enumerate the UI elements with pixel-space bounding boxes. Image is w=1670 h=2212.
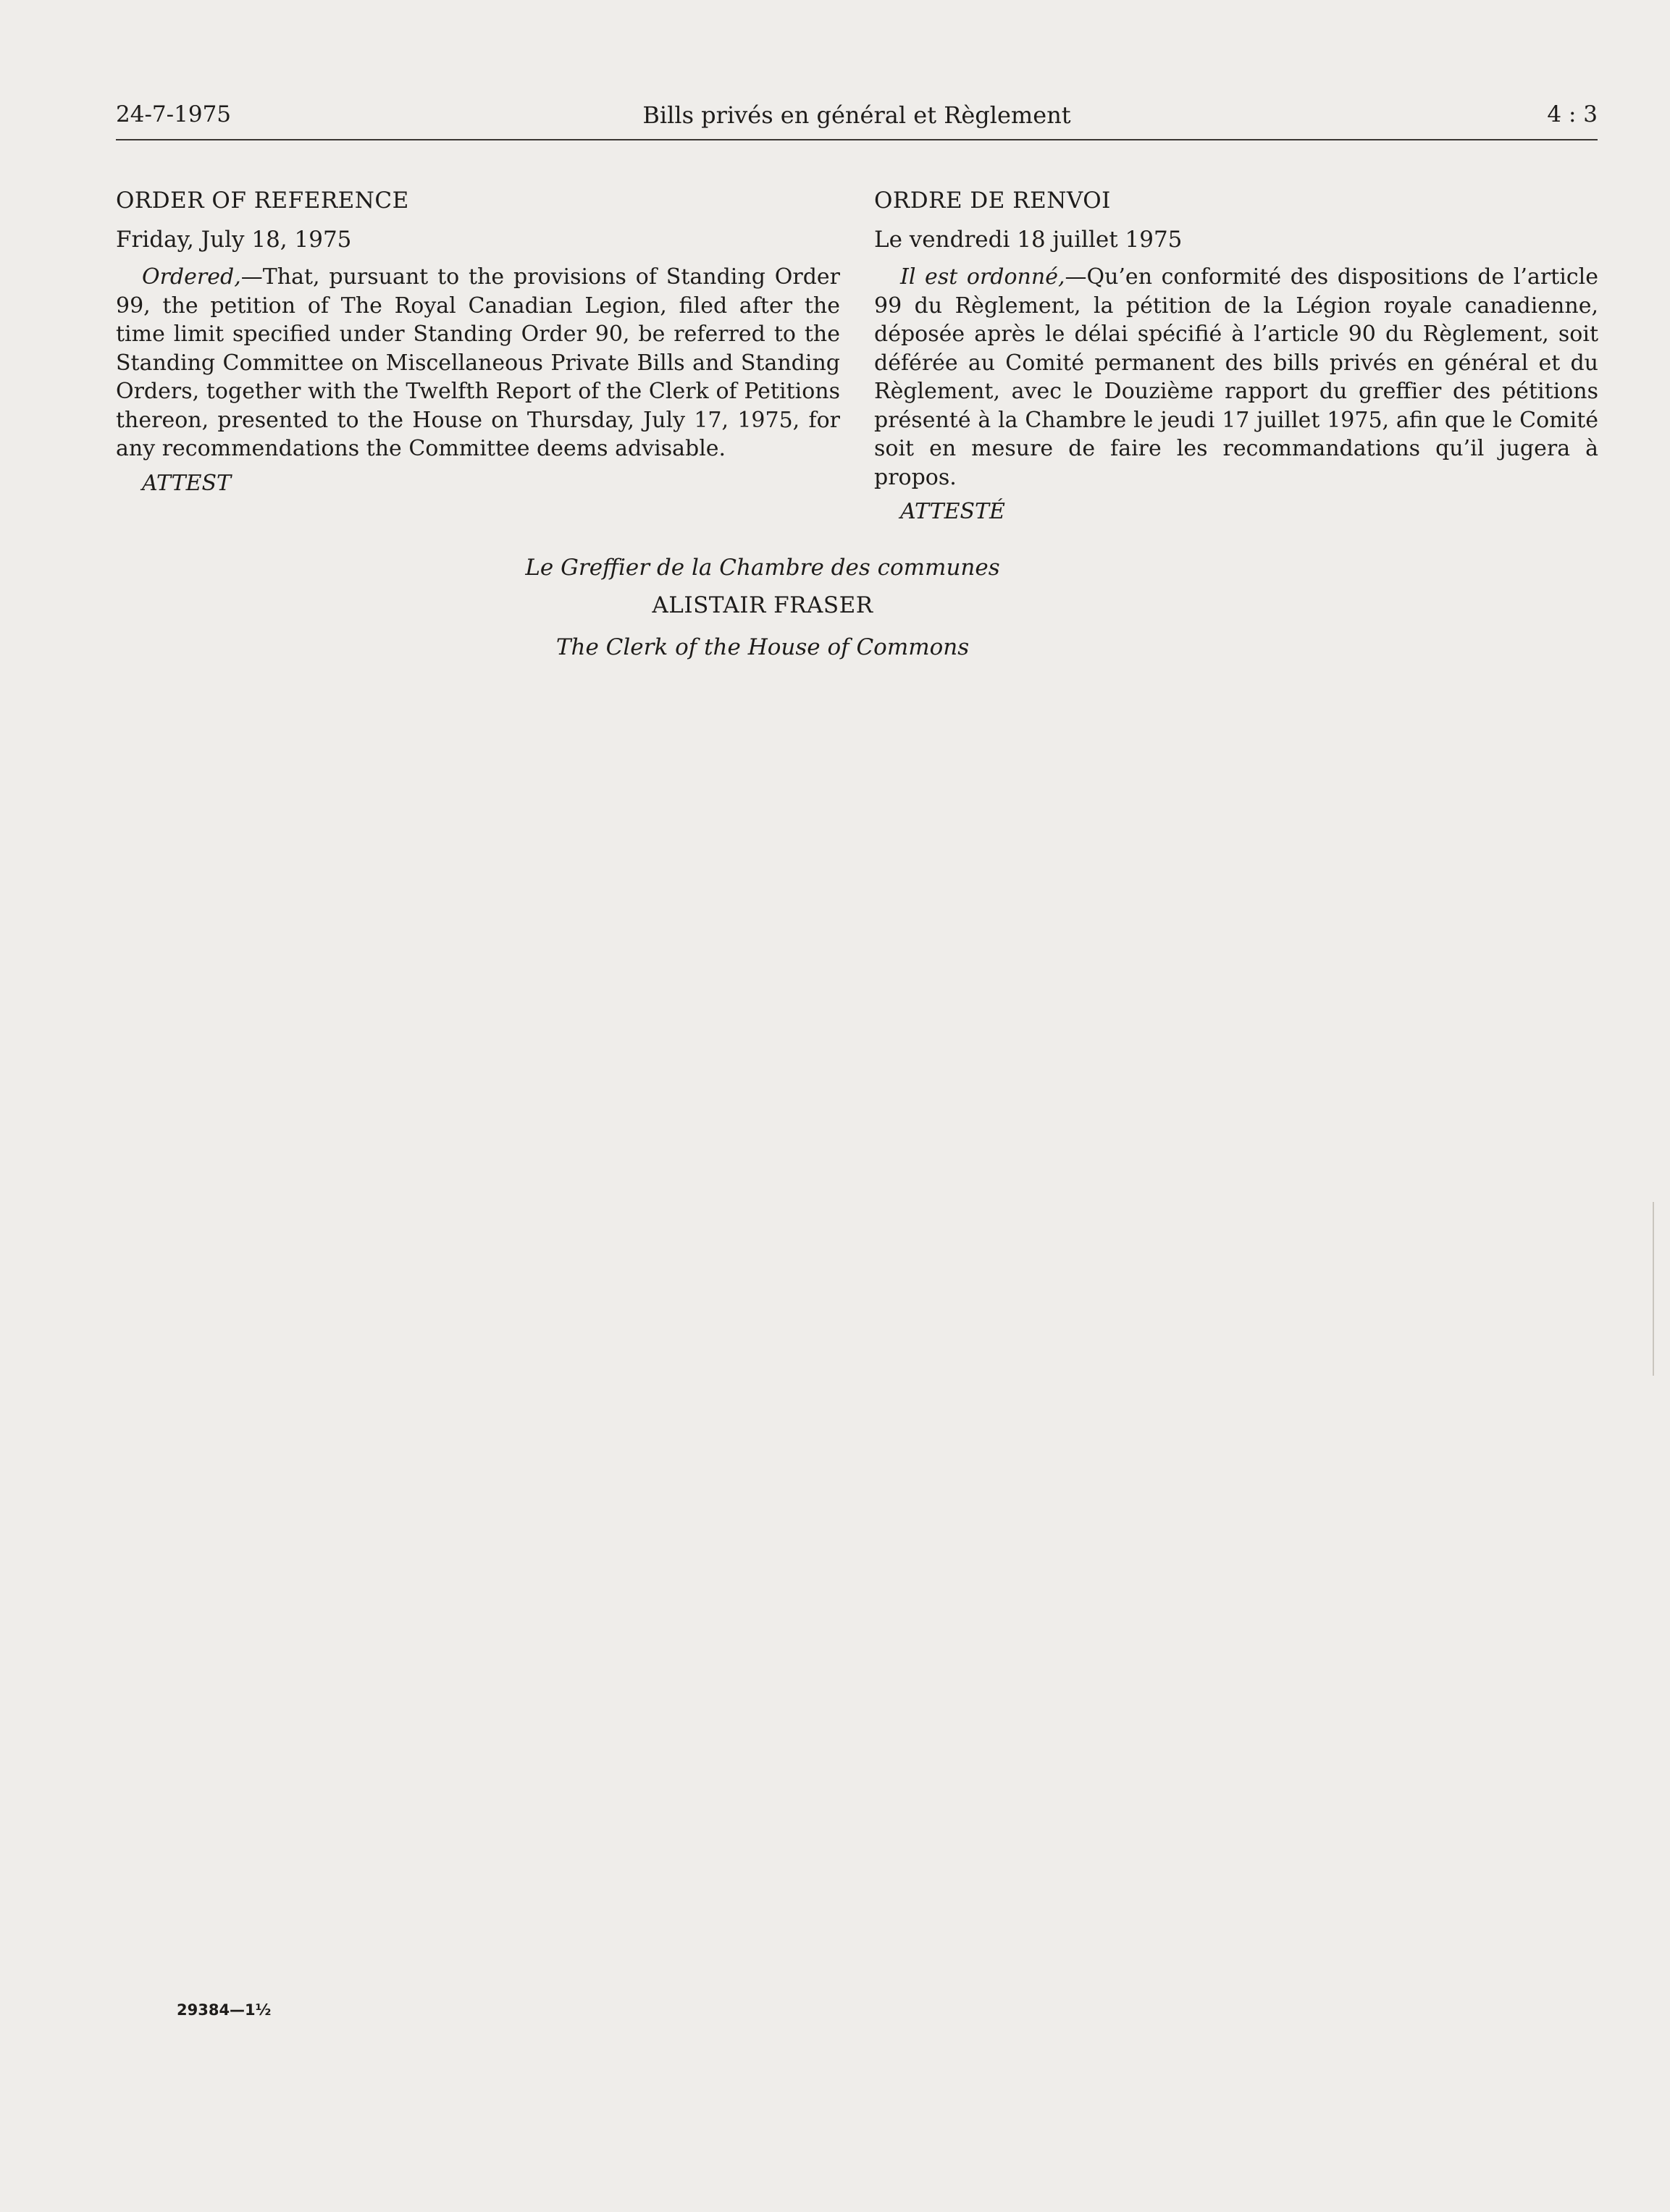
french-attest: ATTESTÉ xyxy=(900,499,1005,524)
english-body xyxy=(116,263,840,463)
english-ordered: Ordered, xyxy=(142,264,241,290)
english-date: Friday, July 18, 1975 xyxy=(116,227,352,253)
english-attest: ATTEST xyxy=(142,470,232,496)
header-title: Bills privés en général et Règlement xyxy=(642,101,1071,129)
french-ordered: Il est ordonné, xyxy=(900,264,1065,290)
page-header xyxy=(116,98,1598,140)
english-body-text: —That, pursuant to the provisions of Standing Order 99, the petition of The Royal Canadian Legion, filed after the time limit specified under Standing Order 90, be referred to the Standing Committee on Miscellaneous Private Bills and Standing Orders, together with the Twelfth Report of the Clerk of Petitions thereon, presented to the House on Thursday, July 17, 1975, for any recommendations the Committee deems advisable. xyxy=(116,264,840,461)
signature-english-title: The Clerk of the House of Commons xyxy=(555,634,970,660)
signature-french-title: Le Greffier de la Chambre des communes xyxy=(525,555,1000,581)
header-date: 24-7-1975 xyxy=(116,101,232,127)
header-page-number: 4 : 3 xyxy=(1547,101,1598,127)
page-edge-shadow xyxy=(1653,1202,1654,1376)
french-body-text: —Qu’en conformité des dispositions de l’article 99 du Règlement, la pétition de la Légion royale canadienne, déposée après le délai spécifié à l’article 90 du Règlement, soit déférée au Comité permanent des bills privés en général et du Règlement, avec le Douzième rapport du greffier des pétitions présenté à la Chambre le jeudi 17 juillet 1975, afin que le Comité soit en mesure de faire les recommandations qu’il jugera à propos. xyxy=(874,264,1598,490)
signature-name: ALISTAIR FRASER xyxy=(652,592,873,618)
french-column xyxy=(874,185,1598,528)
french-body xyxy=(874,263,1598,492)
french-heading: ORDRE DE RENVOI xyxy=(874,188,1111,214)
french-date: Le vendredi 18 juillet 1975 xyxy=(874,227,1183,253)
english-column xyxy=(116,185,840,500)
english-heading: ORDER OF REFERENCE xyxy=(116,188,409,214)
footer-print-code: 29384—1½ xyxy=(177,2001,272,2019)
